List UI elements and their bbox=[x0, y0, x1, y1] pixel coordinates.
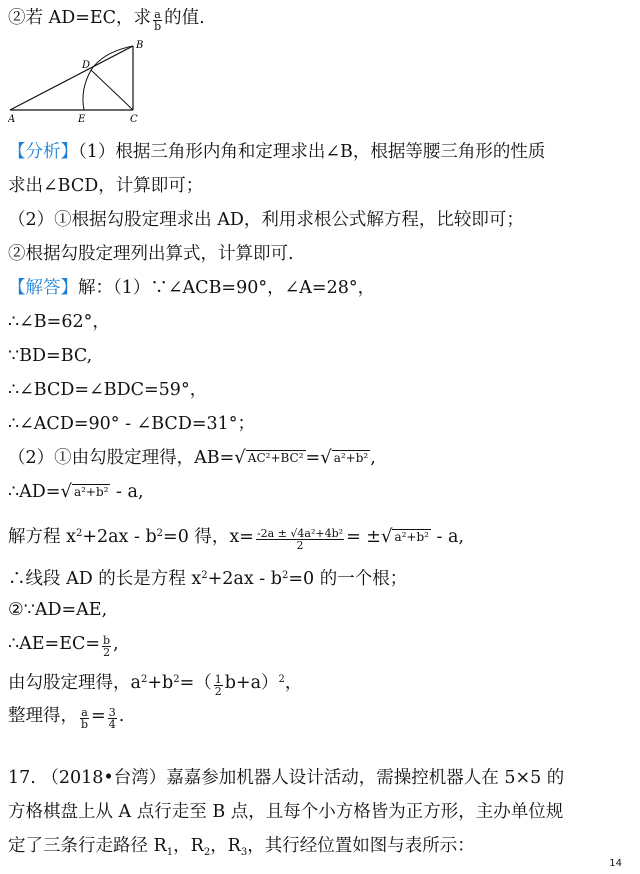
sqrt-ac-bc: AC²+BC² bbox=[247, 451, 304, 465]
analysis-line-2: 求出∠BCD，计算即可； bbox=[8, 176, 204, 196]
answer-line-13: 整理得， $\frac{a}{b}$ = $\frac{3}{4}$ . bbox=[8, 706, 125, 731]
label-b: B bbox=[136, 40, 144, 51]
answer-line-4: ∴∠BCD=∠BDC=59°， bbox=[8, 380, 208, 400]
answer-line-9: ∴线段 AD 的长是方程 $x^2+2ax - b^2=0$ 的一个根； bbox=[8, 569, 408, 589]
q17-line-2: 方格棋盘上从 A 点行走至 B 点，且每个小方格皆为正方形，主办单位规 bbox=[8, 802, 564, 822]
label-a: A bbox=[8, 114, 16, 125]
analysis-line-1: 【分析】（1）根据三角形内角和定理求出∠B，根据等腰三角形的性质 bbox=[8, 142, 546, 162]
quadratic-formula-fraction: $\frac{\text{-2a ± √4a²+4b²}}{2}$ bbox=[256, 527, 344, 552]
label-e: E bbox=[78, 114, 86, 125]
answer-line-12: 由勾股定理得，$a^2+b^2=$（ $\frac{1}{2}$ b+a）$^2$， bbox=[8, 673, 303, 698]
answer-tag: 【解答】 bbox=[8, 278, 78, 298]
label-d: D bbox=[82, 60, 91, 71]
q17-line-3: 定了三条行走路径 $R_1$，$R_2$，$R_3$，其行经位置如图与表所示： bbox=[8, 836, 475, 858]
fraction-a-over-b: $\frac{a}{b}$ bbox=[154, 8, 162, 33]
sqrt-a-b-3: a²+b² bbox=[394, 530, 429, 544]
fraction-a-over-b-result: $\frac{a}{b}$ bbox=[81, 706, 89, 731]
analysis-tag: 【分析】 bbox=[8, 142, 78, 162]
answer-line-7: ∴AD=√ a²+b² - a, bbox=[8, 481, 144, 502]
answer-line-8: 解方程 $x^2+2ax - b^2=0$ 得，x= $\frac{\text{-2a ± √4a²+4b²}}{2}$ = ±√ a²+b² - a, bbox=[8, 526, 465, 552]
fraction-b-over-2: $\frac{b}{2}$ bbox=[103, 634, 111, 659]
answer-line-2: ∴∠B=62°， bbox=[8, 312, 110, 332]
fraction-three-quarters: $\frac{3}{4}$ bbox=[108, 706, 116, 731]
segment-cd bbox=[91, 70, 133, 110]
answer-line-10: ②∵AD=AE, bbox=[8, 600, 108, 620]
page-number: 14 bbox=[609, 858, 622, 869]
segment-ab bbox=[10, 46, 133, 110]
answer-line-6: （2）①由勾股定理得，AB=√ AC²+BC² =√ a²+b² , bbox=[8, 447, 376, 468]
answer-line-5: ∴∠ACD=90° - ∠BCD=31°； bbox=[8, 414, 256, 434]
label-c: C bbox=[130, 114, 138, 125]
sqrt-a-b: a²+b² bbox=[333, 451, 369, 465]
arc-de bbox=[83, 70, 91, 110]
triangle-figure bbox=[8, 38, 158, 128]
answer-line-11: ∴AE=EC= $\frac{b}{2}$ , bbox=[8, 634, 119, 659]
analysis-line-3: （2）①根据勾股定理求出 AD，利用求根公式解方程，比较即可； bbox=[8, 210, 524, 230]
sqrt-a-b-2: a²+b² bbox=[73, 485, 109, 499]
analysis-line-4: ②根据勾股定理列出算式，计算即可. bbox=[8, 244, 294, 264]
fraction-one-half: $\frac{1}{2}$ bbox=[214, 673, 222, 698]
answer-line-3: ∵BD=BC, bbox=[8, 346, 93, 366]
q17-line-1: 17. （2018•台湾）嘉嘉参加机器人设计活动，需操控机器人在 5×5 的 bbox=[8, 768, 565, 788]
question-2-line: ②若 AD=EC，求 $\frac{a}{b}$ 的值. bbox=[8, 8, 205, 33]
answer-line-1: 【解答】解：（1）∵∠ACB=90°，∠A=28°， bbox=[8, 278, 376, 298]
